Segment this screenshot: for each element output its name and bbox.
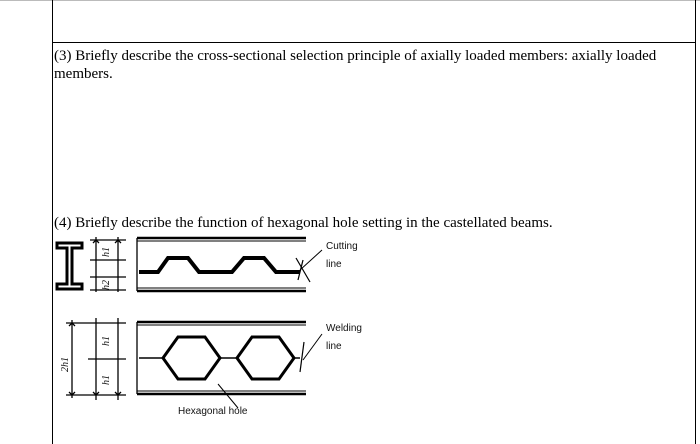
question-4-text: (4) Briefly describe the function of hexagonal hole setting in the castellated beams.: [54, 215, 553, 231]
cutting-line-label-2: line: [326, 259, 342, 270]
hexagonal-hole-label: Hexagonal hole: [178, 406, 248, 417]
dimension-lines-lower: [66, 318, 126, 400]
question-3-text: (3) Briefly describe the cross-sectional selection principle of axially loaded members: axially loaded members.: [54, 48, 657, 82]
dim-label-h2: h2: [101, 280, 112, 290]
row-divider: [52, 42, 696, 43]
top-border: [0, 0, 700, 1]
dim-label-2h1: 2h1: [60, 357, 71, 372]
welding-line-label: Welding: [326, 323, 362, 334]
dim-label-h1-b: h1: [101, 375, 112, 385]
castellated-beam-figure: [0, 228, 400, 428]
cutting-line: [139, 258, 300, 272]
hexagonal-hole-1: [163, 337, 220, 379]
dim-label-h1-top: h1: [101, 247, 112, 257]
dim-label-h1-a: h1: [101, 336, 112, 346]
upper-beam: [137, 238, 322, 291]
welding-line-label-2: line: [326, 341, 342, 352]
i-section-icon: [57, 243, 82, 289]
cutting-line-label: Cutting: [326, 241, 358, 252]
hexagonal-hole-2: [237, 337, 294, 379]
lower-beam: [137, 322, 322, 408]
